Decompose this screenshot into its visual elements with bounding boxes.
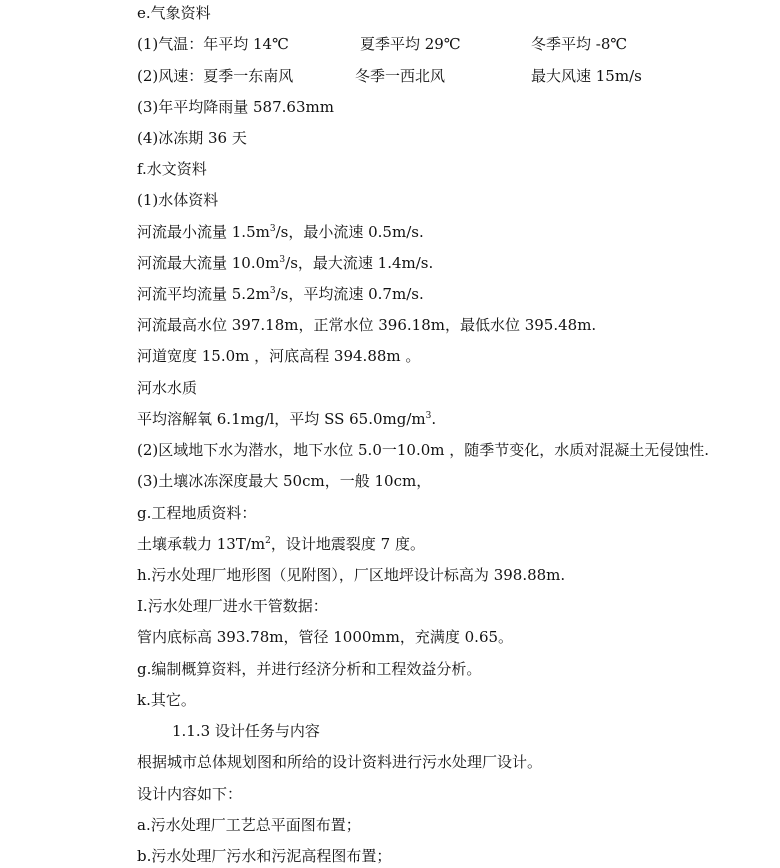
wind-max: 最大风速 15m/s <box>531 67 642 85</box>
water-quality-end: . <box>431 410 437 428</box>
water-level-line: 河流最高水位 397.18m，正常水位 396.18m，最低水位 395.48m. <box>137 316 597 334</box>
square-superscript: 2 <box>265 536 271 546</box>
inlet-heading: I.污水处理厂进水干管数据： <box>137 597 328 615</box>
water-quality-heading: 河水水质 <box>137 379 198 397</box>
content-item-b: b.污水处理厂污水和污泥高程图布置； <box>137 847 392 865</box>
min-flow-line <box>137 222 424 242</box>
temp-annual: (1)气温：年平均 14℃ <box>137 35 289 53</box>
temp-summer: 夏季平均 29℃ <box>360 35 461 53</box>
max-flow-text: 河流最大流量 10.0m <box>137 254 280 272</box>
cubic-superscript: 3 <box>269 286 276 296</box>
seismic-text: ，设计地震裂度 7 度。 <box>270 535 425 553</box>
min-flow-text: 河流最小流量 1.5m <box>137 223 270 241</box>
design-basis-line: 根据城市总体规划图和所给的设计资料进行污水处理厂设计。 <box>137 753 543 771</box>
cubic-superscript: 3 <box>279 255 286 265</box>
geology-heading: g.工程地质资料： <box>137 504 257 522</box>
groundwater-line: (2)区域地下水为潜水，地下水位 5.0一10.0m ，随季节变化，水质对混凝土无侵蚀性. <box>137 441 710 459</box>
temperature-line <box>137 34 697 54</box>
temp-winter: 冬季平均 -8℃ <box>531 35 628 53</box>
river-width-line: 河道宽度 15.0m ，河底高程 394.88m 。 <box>137 347 421 365</box>
water-quality-line <box>137 409 436 429</box>
min-flow-speed: /s，最小流速 0.5m/s. <box>275 223 424 241</box>
section-1-1-3-heading: 1.1.3 设计任务与内容 <box>172 722 320 740</box>
avg-flow-line <box>137 284 424 304</box>
max-flow-line <box>137 253 433 273</box>
avg-flow-speed: /s，平均流速 0.7m/s. <box>275 285 424 303</box>
wind-line <box>137 66 697 86</box>
avg-flow-text: 河流平均流量 5.2m <box>137 285 270 303</box>
estimate-line: g.编制概算资料，并进行经济分析和工程效益分析。 <box>137 660 482 678</box>
weather-heading: e.气象资料 <box>137 4 211 22</box>
bearing-text: 土壤承载力 13T/m <box>137 535 266 553</box>
content-heading: 设计内容如下： <box>137 785 243 803</box>
topography-line: h.污水处理厂地形图（见附图），厂区地坪设计标高为 398.88m. <box>137 566 566 584</box>
max-flow-speed: /s，最大流速 1.4m/s. <box>285 254 434 272</box>
bearing-capacity-line <box>137 534 425 554</box>
freeze-period-line: (4)冰冻期 36 天 <box>137 129 247 147</box>
water-quality-text: 平均溶解氧 6.1mg/l，平均 SS 65.0mg/m <box>137 410 426 428</box>
hydrology-heading: f.水文资料 <box>137 160 207 178</box>
cubic-superscript: 3 <box>269 224 276 234</box>
water-body-heading: (1)水体资料 <box>137 191 219 209</box>
inlet-data-line: 管内底标高 393.78m，管径 1000mm，充满度 0.65。 <box>137 628 514 646</box>
soil-freeze-line: (3)土壤冰冻深度最大 50cm，一般 10cm， <box>137 472 432 490</box>
rainfall-line: (3)年平均降雨量 587.63mm <box>137 98 334 116</box>
content-item-a: a.污水处理厂工艺总平面图布置； <box>137 816 361 834</box>
wind-winter: 冬季一西北风 <box>355 67 446 85</box>
wind-summer: (2)风速：夏季一东南风 <box>137 67 294 85</box>
other-line: k.其它。 <box>137 691 196 709</box>
cubic-superscript: 3 <box>425 411 432 421</box>
